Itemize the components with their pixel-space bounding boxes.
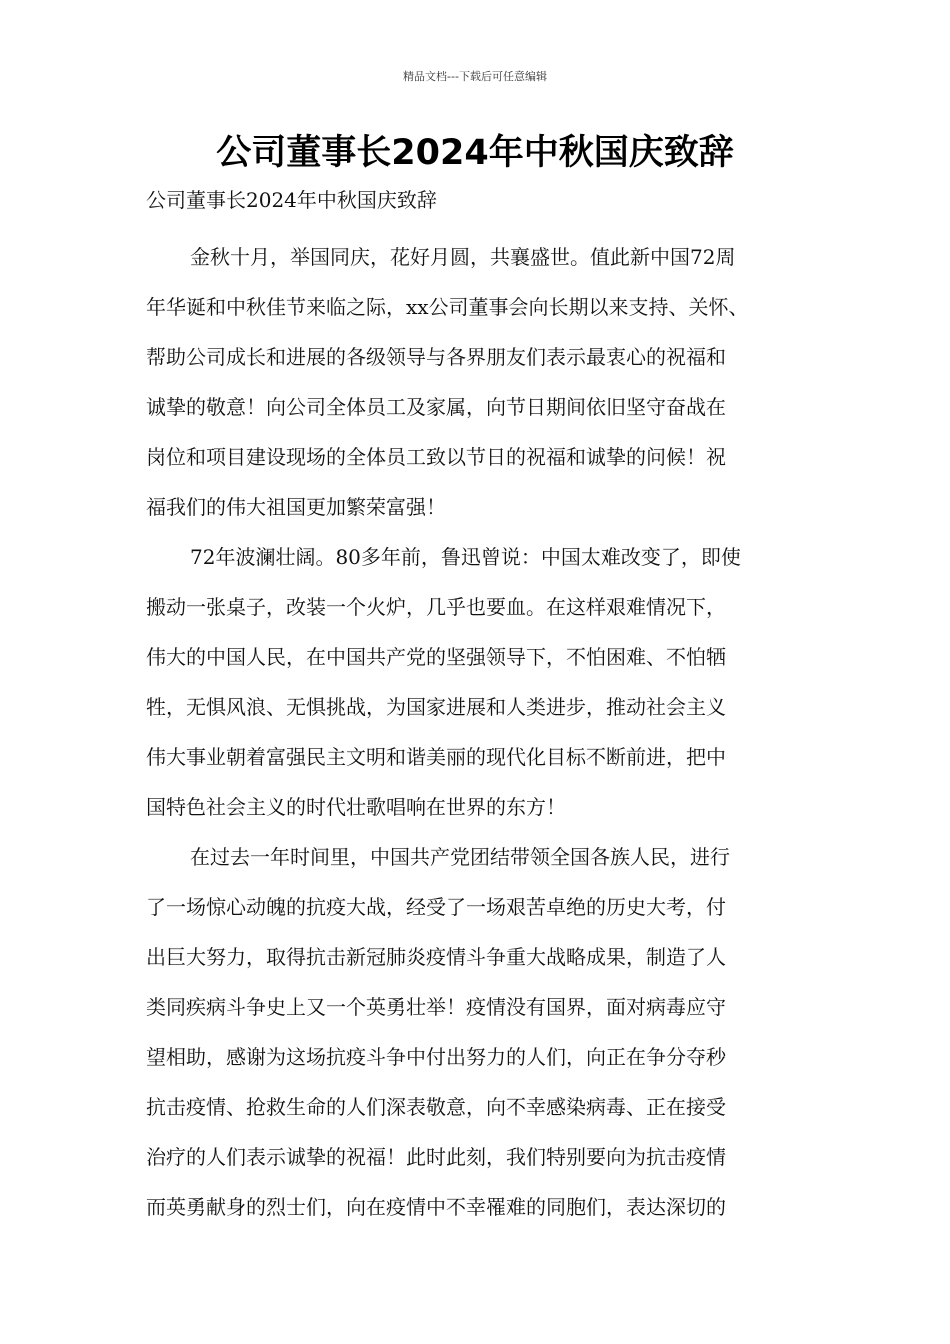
paragraph-line: 了一场惊心动魄的抗疫大战，经受了一场艰苦卓绝的历史大考，付	[146, 895, 726, 919]
document-body	[146, 232, 828, 1232]
document-subtitle: 公司董事长2024年中秋国庆致辞	[146, 188, 437, 212]
document-title: 公司董事长2024年中秋国庆致辞	[216, 133, 734, 173]
paragraph-line: 出巨大努力，取得抗击新冠肺炎疫情斗争重大战略成果，制造了人	[146, 945, 726, 969]
paragraph-line: 福我们的伟大祖国更加繁荣富强！	[146, 495, 446, 519]
paragraph-line: 金秋十月，举国同庆，花好月圆，共襄盛世。值此新中国72周	[190, 245, 736, 269]
paragraph-line: 类同疾病斗争史上又一个英勇壮举！疫情没有国界，面对病毒应守	[146, 995, 726, 1019]
paragraph-line: 望相助，感谢为这场抗疫斗争中付出努力的人们，向正在争分夺秒	[146, 1045, 726, 1069]
paragraph-line: 72年波澜壮阔。80多年前，鲁迅曾说：中国太难改变了，即使	[190, 545, 741, 569]
paragraph-line: 抗击疫情、抢救生命的人们深表敬意，向不幸感染病毒、正在接受	[146, 1095, 726, 1119]
paragraph-2	[146, 532, 828, 832]
paragraph-1	[146, 232, 828, 532]
paragraph-line: 伟大事业朝着富强民主文明和谐美丽的现代化目标不断前进，把中	[146, 745, 726, 769]
paragraph-line: 而英勇献身的烈士们，向在疫情中不幸罹难的同胞们，表达深切的	[146, 1195, 726, 1219]
paragraph-line: 帮助公司成长和进展的各级领导与各界朋友们表示最衷心的祝福和	[146, 345, 726, 369]
paragraph-line: 诚挚的敬意！向公司全体员工及家属，向节日期间依旧坚守奋战在	[146, 395, 726, 419]
page-header-note: 精品文档---下载后可任意编辑	[403, 70, 547, 83]
paragraph-line: 岗位和项目建设现场的全体员工致以节日的祝福和诚挚的问候！祝	[146, 445, 726, 469]
paragraph-line: 在过去一年时间里，中国共产党团结带领全国各族人民，进行	[190, 845, 730, 869]
paragraph-line: 年华诞和中秋佳节来临之际，xx公司董事会向长期以来支持、关怀、	[146, 295, 749, 319]
paragraph-line: 国特色社会主义的时代壮歌唱响在世界的东方！	[146, 795, 566, 819]
paragraph-3	[146, 832, 828, 1232]
paragraph-line: 牲，无惧风浪、无惧挑战，为国家进展和人类进步，推动社会主义	[146, 695, 726, 719]
paragraph-line: 伟大的中国人民，在中国共产党的坚强领导下，不怕困难、不怕牺	[146, 645, 726, 669]
paragraph-line: 搬动一张桌子，改装一个火炉，几乎也要血。在这样艰难情况下，	[146, 595, 726, 619]
paragraph-line: 治疗的人们表示诚挚的祝福！此时此刻，我们特别要向为抗击疫情	[146, 1145, 726, 1169]
